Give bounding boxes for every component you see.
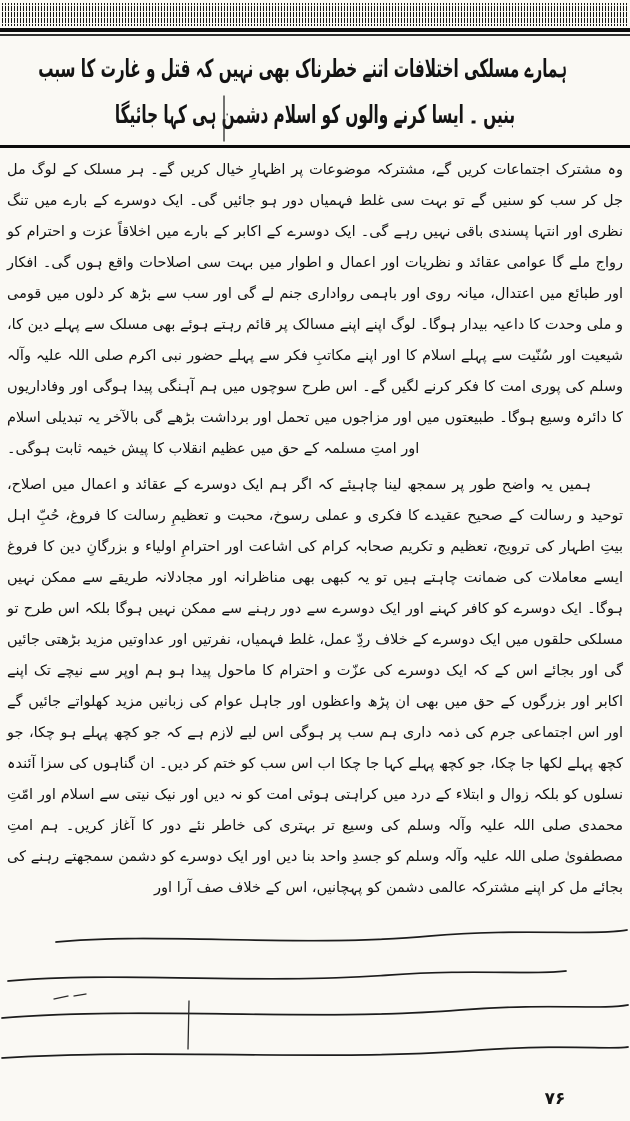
heading-line-2: بنیں ۔ ایسا کرنے والوں کو اسلام دشمن ہی کہا جائیگا bbox=[114, 100, 516, 130]
pen-underline bbox=[8, 971, 566, 981]
page-number: ۷۶ bbox=[544, 1089, 566, 1109]
scan-crease-mark bbox=[188, 1001, 189, 1049]
pen-underline bbox=[56, 930, 627, 942]
page-body bbox=[0, 148, 630, 904]
chapter-heading bbox=[0, 36, 630, 140]
heading-line-1: ہمارے مسلکی اختلافات اتنے خطرناک بھی نہیں کہ قتل و غارت کا سبب bbox=[38, 54, 568, 84]
pen-tick-mark bbox=[54, 994, 86, 999]
pen-underline bbox=[2, 1047, 628, 1058]
top-rule-thick bbox=[0, 28, 630, 32]
body-paragraph-2: ہمیں یہ واضح طور پر سمجھ لینا چاہیئے کہ اگر ہم ایک دوسرے کے عقائد و اعمال میں اصلاح، توحید و رسالت کے صحیح عقیدے کا فکری و عملی رسوخ، محبت و تعظیمِ رسالت کا فروغ، حُبِّ اہل بیتِ اطہار کی ترویج، تعظیم و تکریم صحابہ کرام کی اشاعت اور احترامِ اولیاء و بزرگانِ دین کا فروغ ایسے معاملات کی ضمانت چاہتے ہیں تو یہ کبھی بھی مناظرانہ اور مجادلانہ طریقے سے ممکن نہیں ہوگا۔ ایک دوسرے کو کافر کہنے اور ایک دوسرے سے دور رہنے سے ممکن نہیں ہوگا بلکہ اس طرح تو مسلکی حلقوں میں ایک دوسرے کے خلاف ردِّ عمل، غلط فہمیاں، نفرتیں اور عداوتیں مزید بڑھتی جائیں گی اور بجائے اس کے کہ ایک دوسرے کی عزّت و احترام کا ماحول پیدا ہو ہم اوپر سے نیچے تک اپنے اکابر اور بزرگوں کے حق میں بھی ان پڑھ واعظوں اور جاہل عوام کی زبانیں مزید کھلواتے جائیں گے اور اس اجتماعی جرم کی ذمہ داری ہم سب پر ہوگی اس لیے لازم ہے کہ جو کچھ پہلے ہو چکا، جو کچھ پہلے لکھا جا چکا، جو کچھ پہلے کہا جا چکا اب اس سب کو ختم کر دیں۔ ان گناہوں کی سزا آئندہ نسلوں کو بلکہ زوال و ابتلاء کے درد میں کراہتی ہوئی امت کو نہ دیں اور نیک نیتی سے اسلام اور امّتِ محمدی صلی اللہ علیہ وآلہ وسلم کی وسیع تر بہتری کی خاطر نئے دور کا آغاز کریں۔ ہم امتِ مصطفویٰ صلی اللہ علیہ وآلہ وسلم کو جسدِ واحد بنا دیں اور ایک دوسرے کو دشمن سمجھتے رہنے کی بجائے مل کر اپنے مشترکہ عالمی دشمن کو پہچانیں، اس کے خلاف صف آرا اور bbox=[7, 477, 623, 896]
body-paragraph-1: وہ مشترک اجتماعات کریں گے، مشترکہ موضوعات پر اظہارِ خیال کریں گے۔ ہر مسلک کے لوگ مل جل کر سب کو سنیں گے تو بہت سی غلط فہمیاں دور ہو جائیں گی۔ ایک دوسرے کے بارے میں تنگ نظری اور انتہا پسندی باقی نہیں رہے گی۔ ایک دوسرے کے اکابر کے بارے میں اخلاقاً عزت و احترام کو رواج ملے گا عوامی عقائد و نظریات اور اعمال و اطوار میں بہت سی اصلاحات واقع ہوں گی۔ افکار اور طبائع میں اعتدال، میانہ روی اور باہمی رواداری جنم لے گی اور سب سے بڑھ کر دلوں میں قومی و ملی وحدت کا داعیہ بیدار ہوگا۔ لوگ اپنے اپنے مسالک پر قائم رہتے ہوئے بھی مسلک سے پہلے دین کا، شیعیت اور سُنّیت سے پہلے اسلام کا اور اپنے مکاتبِ فکر سے پہلے حضور نبی اکرم صلی اللہ علیہ وآلہ وسلم کی پوری امت کا فکر کرنے لگیں گے۔ اس طرح سوچوں میں ہم آہنگی پیدا ہوگی اور وفاداریوں کا دائرہ وسیع ہوگا۔ طبیعتوں میں اور مزاجوں میں تحمل اور برداشت بڑھے گی بالآخر یہ تبدیلی اسلام اور امتِ مسلمہ کے حق میں عظیم انقلاب کا پیش خیمہ ثابت ہوگی۔ bbox=[7, 162, 623, 457]
top-rule-thin bbox=[0, 34, 630, 36]
decorative-halftone-band bbox=[2, 3, 628, 26]
pen-underline bbox=[2, 1005, 628, 1018]
